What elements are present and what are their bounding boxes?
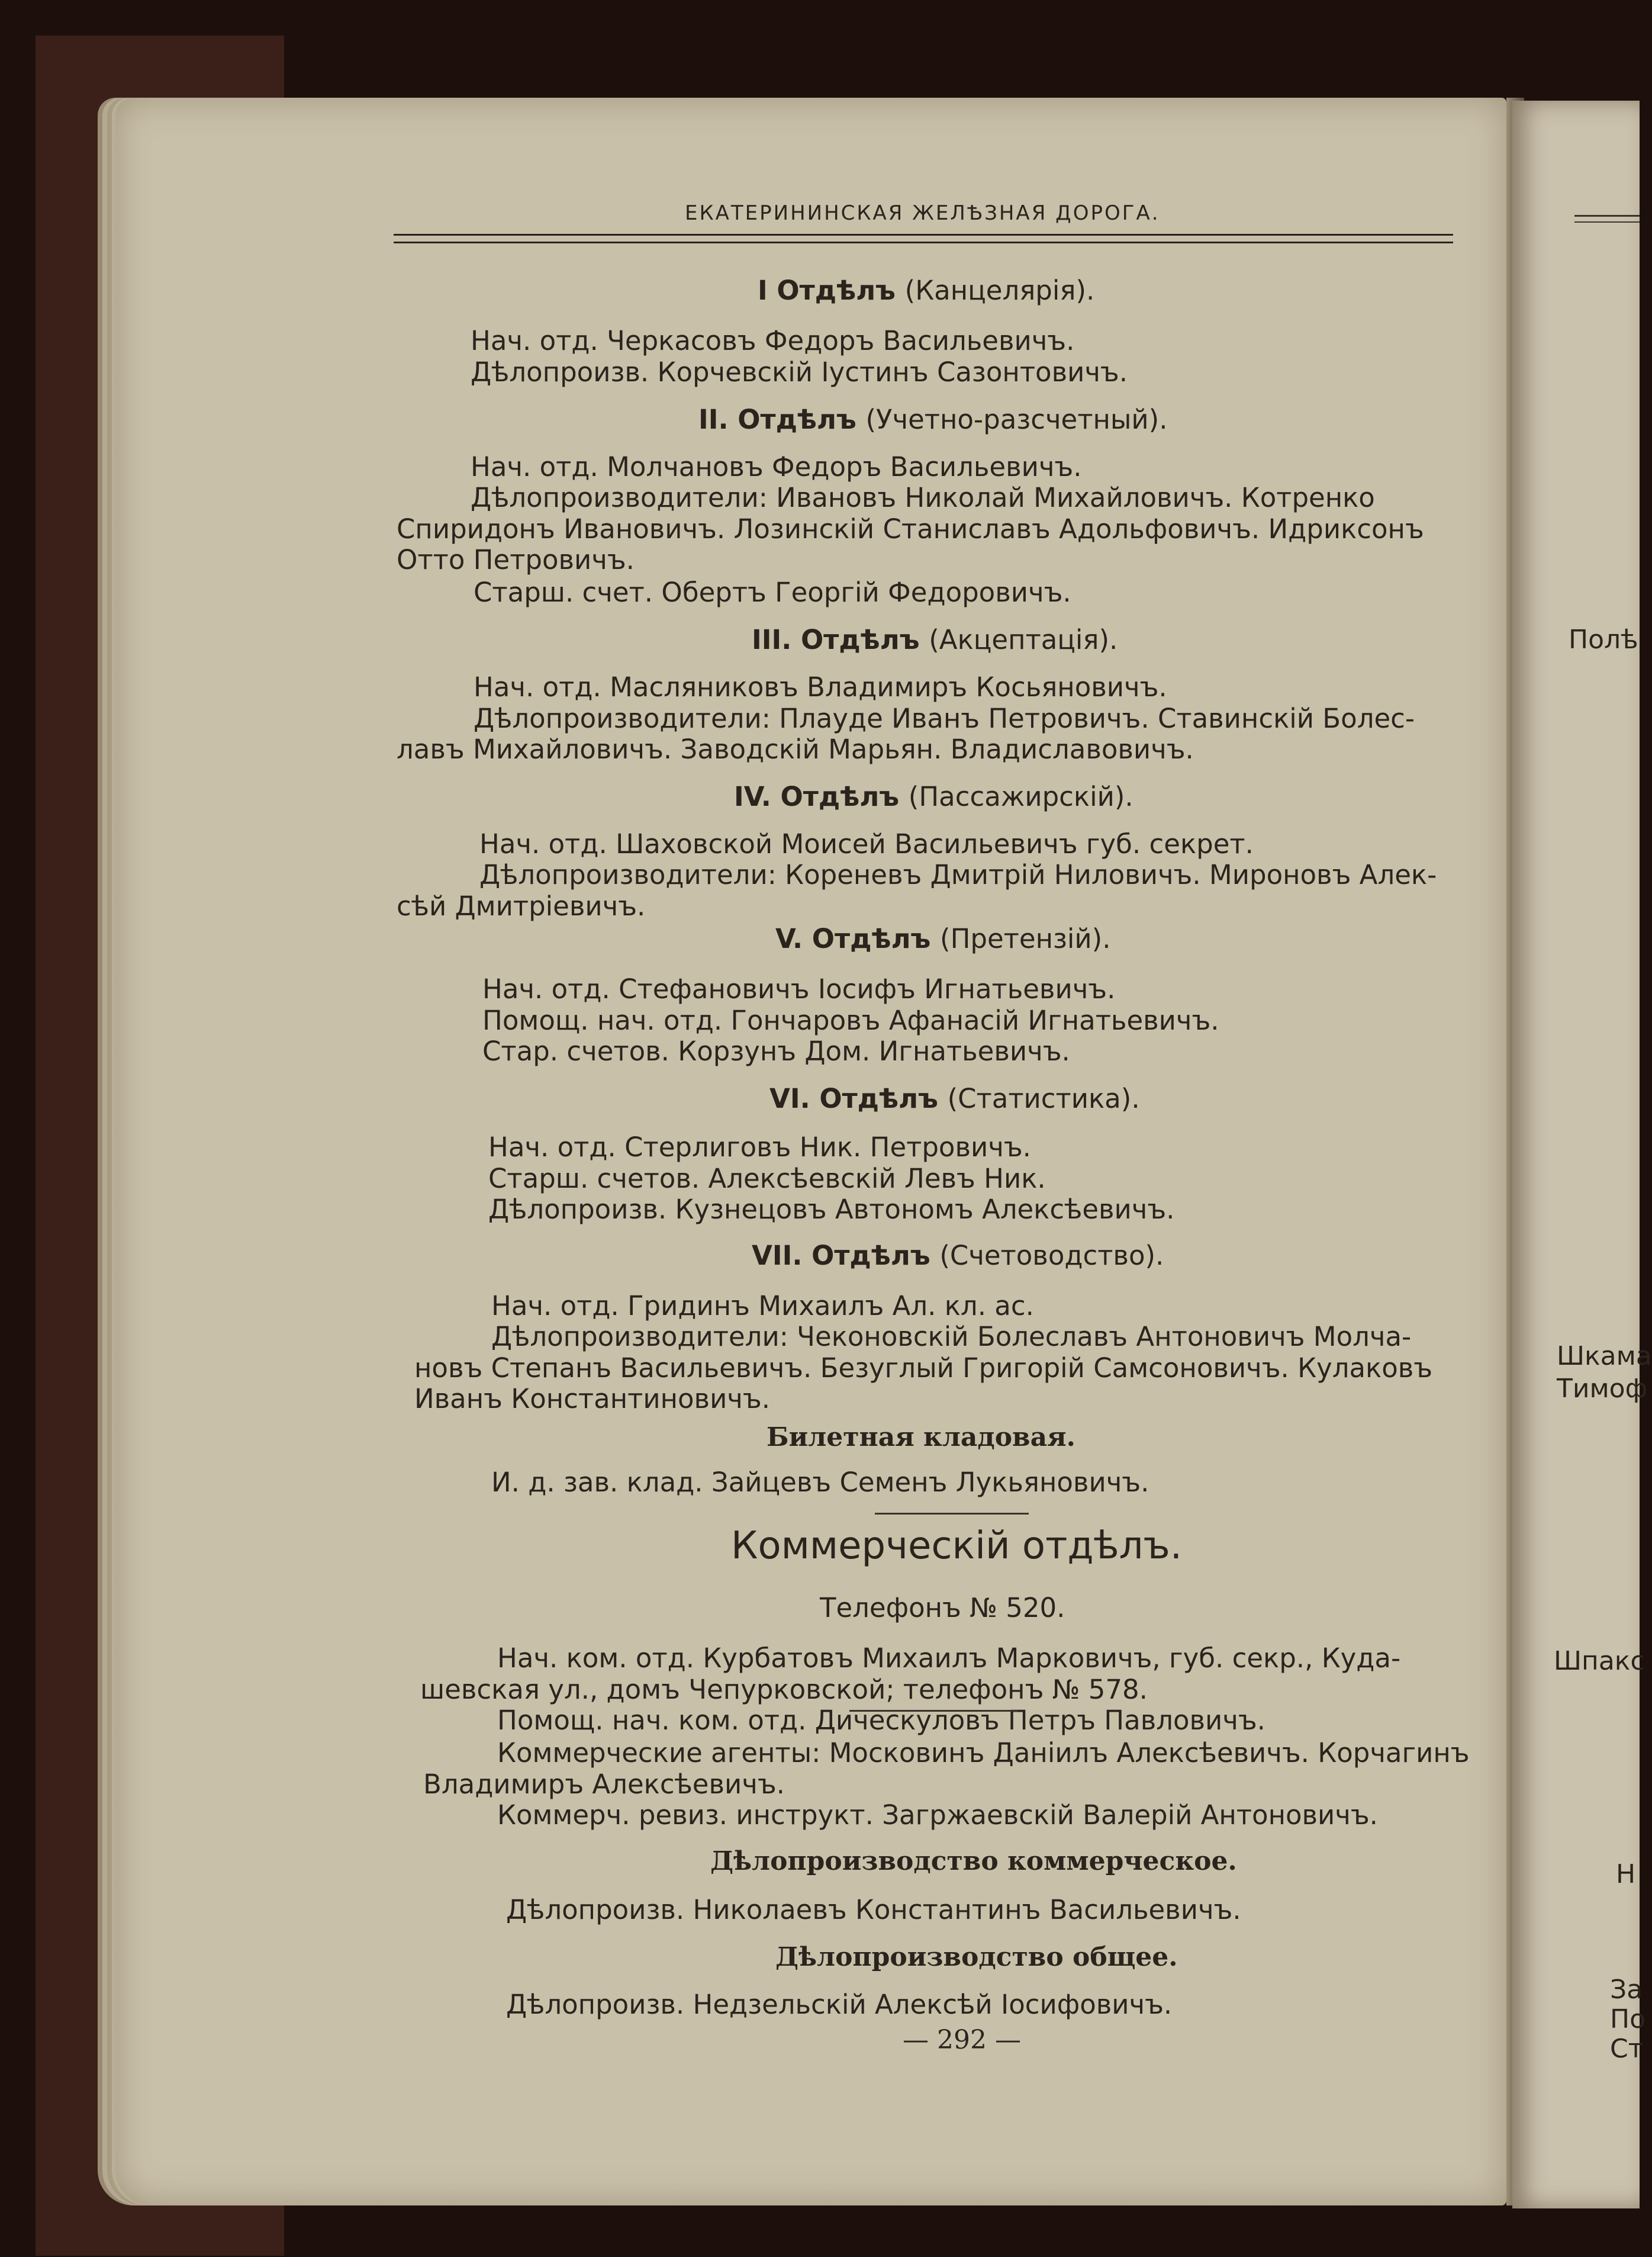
section-title	[752, 1240, 1164, 1271]
section-subtitle: (Канцелярія).	[904, 275, 1095, 306]
section-title	[769, 1084, 1140, 1114]
section-title	[752, 625, 1118, 655]
staff-line: шевская ул., домъ Чепурковской; телефонъ № 578.	[420, 1674, 1148, 1705]
staff-line: Дѣлопроизв. Недзельскій Алексѣй Іосифовичъ.	[506, 1989, 1173, 2020]
staff-line: Дѣлопроизводители: Кореневъ Дмитрій Ниловичъ. Мироновъ Алек-	[479, 859, 1437, 890]
section-number: III. Отдѣлъ	[752, 624, 920, 655]
section-subtitle: (Счетоводство).	[939, 1240, 1164, 1271]
staff-line: Дѣлопроизводители: Чеконовскій Болеславъ Антоновичъ Молча-	[491, 1321, 1412, 1352]
staff-line: Нач. отд. Черкасовъ Федоръ Васильевичъ.	[471, 325, 1075, 356]
staff-line: Старш. счетов. Алексѣевскій Левъ Ник.	[488, 1163, 1046, 1194]
staff-line: Нач. отд. Молчановъ Федоръ Васильевичъ.	[471, 451, 1082, 483]
staff-line: Нач. отд. Стерлиговъ Ник. Петровичъ.	[488, 1131, 1031, 1163]
ticket-store-title: Билетная кладовая.	[767, 1422, 1075, 1452]
section-title	[775, 924, 1111, 954]
adjacent-fragment: Полѣ	[1569, 625, 1638, 655]
adjacent-fragment: Тимоф	[1557, 1374, 1648, 1404]
staff-line: Дѣлопроизводители: Ивановъ Николай Михайловичъ. Котренко	[471, 482, 1375, 513]
section-subtitle: (Статистика).	[947, 1083, 1140, 1114]
staff-line: Владимиръ Алексѣевичъ.	[423, 1769, 785, 1800]
office-commercial-title: Дѣлопроизводство коммерческое.	[710, 1846, 1237, 1876]
section-number: VII. Отдѣлъ	[752, 1240, 930, 1271]
section-number: VI. Отдѣлъ	[769, 1083, 938, 1114]
section-number: I Отдѣлъ	[758, 275, 896, 306]
staff-line: Дѣлопроизв. Николаевъ Константинъ Васильевичъ.	[506, 1894, 1241, 1925]
staff-line: Спиридонъ Ивановичъ. Лозинскій Станиславъ Адольфовичъ. Идриксонъ	[397, 513, 1424, 545]
section-title	[758, 275, 1094, 306]
section-subtitle: (Учетно-разсчетный).	[865, 404, 1168, 435]
staff-line: Нач. отд. Стефановичъ Іосифъ Игнатьевичъ.	[482, 973, 1116, 1005]
staff-line: Иванъ Константиновичъ.	[414, 1383, 770, 1414]
staff-line: лавъ Михайловичъ. Заводскій Марьян. Владиславовичъ.	[397, 734, 1194, 765]
adjacent-fragment: По	[1610, 2004, 1646, 2034]
section-title	[734, 782, 1133, 812]
adjacent-page	[1512, 101, 1652, 2208]
commercial-phone: Телефонъ № 520.	[820, 1592, 1065, 1623]
staff-line: Дѣлопроизводители: Плауде Иванъ Петровичъ. Ставинскій Болес-	[474, 703, 1415, 734]
adjacent-fragment: Ст	[1610, 2034, 1644, 2064]
adjacent-fragment: За	[1610, 1975, 1643, 2005]
header-rule	[394, 234, 1453, 243]
staff-line: Нач. отд. Шаховской Моисей Васильевичъ губ. секрет.	[479, 828, 1254, 860]
running-header: ЕКАТЕРИНИНСКАЯ ЖЕЛѢЗНАЯ ДОРОГА.	[685, 201, 1160, 225]
staff-line: Стар. счетов. Корзунъ Дом. Игнатьевичъ.	[482, 1036, 1070, 1067]
staff-line: новъ Степанъ Васильевичъ. Безуглый Григорій Самсоновичъ. Кулаковъ	[414, 1352, 1433, 1384]
staff-line: Нач. отд. Масляниковъ Владимиръ Косьяновичъ.	[474, 671, 1167, 703]
section-number: II. Отдѣлъ	[698, 404, 856, 435]
staff-line: Коммерческие агенты: Московинъ Даніилъ Алексѣевичъ. Корчагинъ	[497, 1737, 1470, 1769]
commercial-title: Коммерческій отдѣлъ.	[731, 1524, 1183, 1568]
staff-line: Дѣлопроизв. Кузнецовъ Автономъ Алексѣевичъ.	[488, 1194, 1175, 1225]
staff-line: Помощ. нач. ком. отд. Дическуловъ Петръ Павловичъ.	[497, 1705, 1265, 1736]
staff-line: Нач. ком. отд. Курбатовъ Михаилъ Марковичъ, губ. секр., Куда-	[497, 1642, 1401, 1674]
section-subtitle: (Акцептація).	[929, 624, 1118, 655]
section-number: IV. Отдѣлъ	[734, 781, 900, 812]
staff-line: сѣй Дмитріевичъ.	[397, 890, 646, 922]
staff-line: Нач. отд. Гридинъ Михаилъ Ал. кл. ас.	[491, 1290, 1034, 1322]
adjacent-fragment: Шпакс	[1554, 1646, 1645, 1676]
section-subtitle: (Претензій).	[940, 923, 1111, 954]
staff-line: Помощ. нач. отд. Гончаровъ Афанасій Игнатьевичъ.	[482, 1005, 1219, 1036]
adjacent-header-rule	[1574, 215, 1640, 223]
section-subtitle: (Пассажирскій).	[908, 781, 1133, 812]
adjacent-fragment: Н	[1616, 1859, 1636, 1889]
staff-line: И. д. зав. клад. Зайцевъ Семенъ Лукьяновичъ.	[491, 1467, 1149, 1498]
pencil-underline	[849, 1710, 1018, 1712]
section-number: V. Отдѣлъ	[775, 923, 931, 954]
staff-line: Дѣлопроизв. Корчевскій Іустинъ Сазонтовичъ.	[471, 356, 1128, 388]
staff-line: Отто Петровичъ.	[397, 544, 635, 575]
office-general-title: Дѣлопроизводство общее.	[775, 1942, 1178, 1972]
adjacent-fragment: Шкама	[1557, 1341, 1652, 1371]
staff-line: Старш. счет. Обертъ Георгій Федоровичъ.	[474, 577, 1071, 608]
staff-line: Коммерч. ревиз. инструкт. Загржаевскій Валерій Антоновичъ.	[497, 1799, 1378, 1831]
section-title	[698, 404, 1168, 435]
section-divider	[875, 1513, 1029, 1515]
page-number: — 292 —	[903, 2025, 1021, 2055]
